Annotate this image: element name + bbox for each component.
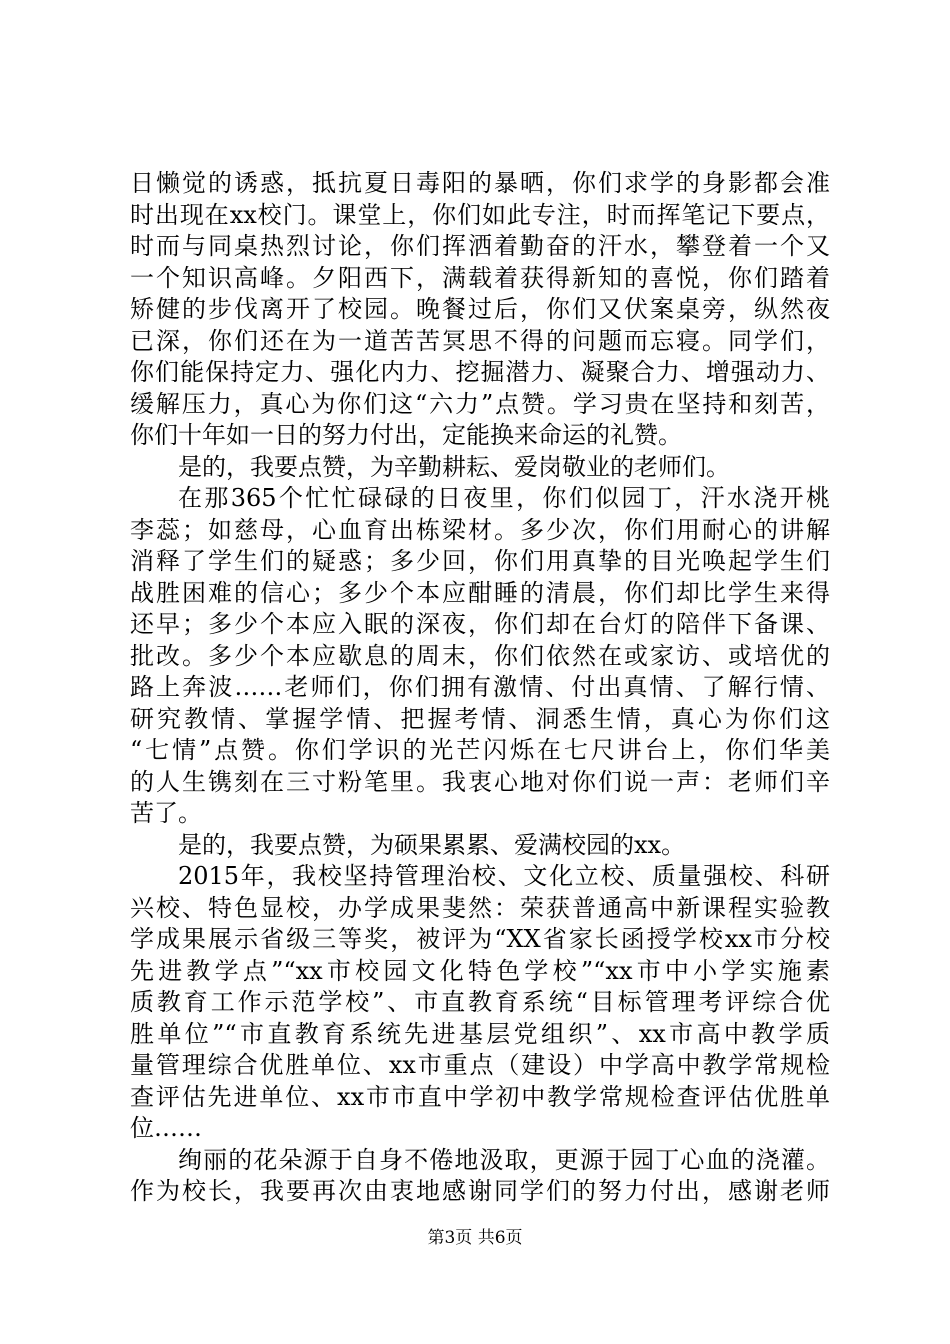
- text-line: 量管理综合优胜单位、xx市重点（建设）中学高中教学常规检: [130, 1051, 830, 1079]
- text-line: 路上奔波……老师们，你们拥有激情、付出真情、了解行情、: [130, 673, 830, 701]
- text-line: 批改。多少个本应歇息的周末，你们依然在或家访、或培优的: [130, 641, 830, 670]
- text-line: 查评估先进单位、xx市市直中学初中教学常规检查评估优胜单: [130, 1082, 830, 1111]
- text-line: 日懒觉的诱惑，抵抗夏日毒阳的暴晒，你们求学的身影都会准: [130, 169, 830, 197]
- text-line: 苦了。: [130, 799, 202, 827]
- text-line: 2015年，我校坚持管理治校、文化立校、质量强校、科研: [178, 862, 830, 890]
- text-line: 你们能保持定力、强化内力、挖掘潜力、凝聚合力、增强动力、: [130, 358, 830, 386]
- text-line: 一个知识高峰。夕阳西下，满载着获得新知的喜悦，你们踏着: [130, 263, 830, 292]
- text-line: 还早；多少个本应入眠的深夜，你们却在台灯的陪伴下备课、: [130, 610, 830, 638]
- page-footer: 第3页 共6页: [427, 1228, 523, 1248]
- text-line: 在那365个忙忙碌碌的日夜里，你们似园丁，汗水浇开桃: [178, 484, 830, 512]
- body-text: [130, 168, 830, 1208]
- text-line: 时出现在xx校门。课堂上，你们如此专注，时而挥笔记下要点，: [130, 200, 830, 229]
- text-line: 兴校、特色显校，办学成果斐然：荣获普通高中新课程实验教: [130, 893, 830, 922]
- text-line: 是的，我要点赞，为辛勤耕耘、爱岗敬业的老师们。: [178, 452, 730, 481]
- text-line: 位……: [130, 1114, 202, 1142]
- text-line: 的人生镌刻在三寸粉笔里。我衷心地对你们说一声：老师们辛: [130, 767, 830, 796]
- text-line: 绚丽的花朵源于自身不倦地汲取，更源于园丁心血的浇灌。: [178, 1145, 830, 1174]
- text-line: 作为校长，我要再次由衷地感谢同学们的努力付出，感谢老师: [130, 1177, 830, 1205]
- text-line: 消释了学生们的疑惑；多少回，你们用真挚的目光唤起学生们: [130, 547, 830, 575]
- text-line: 先进教学点”“xx市校园文化特色学校”“xx市中小学实施素: [130, 956, 830, 985]
- text-line: 李蕊；如慈母，心血育出栋梁材。多少次，你们用耐心的讲解: [130, 515, 830, 544]
- text-line: 胜单位”“市直教育系统先进基层党组织”、xx市高中教学质: [130, 1019, 830, 1048]
- text-line: 已深，你们还在为一道苦苦冥思不得的问题而忘寝。同学们，: [130, 326, 830, 355]
- text-line: 缓解压力，真心为你们这“六力”点赞。学习贵在坚持和刻苦，: [130, 389, 830, 418]
- text-line: 学成果展示省级三等奖，被评为“XX省家长函授学校xx市分校: [130, 925, 830, 953]
- text-line: “七情”点赞。你们学识的光芒闪烁在七尺讲台上，你们华美: [130, 736, 830, 764]
- text-line: 矫健的步伐离开了校园。晚餐过后，你们又伏案桌旁，纵然夜: [130, 295, 830, 323]
- text-line: 你们十年如一日的努力付出，定能换来命运的礼赞。: [130, 421, 682, 449]
- text-line: 质教育工作示范学校”、市直教育系统“目标管理考评综合优: [130, 988, 830, 1016]
- text-line: 研究教情、掌握学情、把握考情、洞悉生情，真心为你们这: [130, 704, 830, 733]
- text-line: 时而与同桌热烈讨论，你们挥洒着勤奋的汗水，攀登着一个又: [130, 232, 830, 260]
- text-line: 战胜困难的信心；多少个本应酣睡的清晨，你们却比学生来得: [130, 578, 830, 607]
- text-line: 是的，我要点赞，为硕果累累、爱满校园的xx。: [178, 830, 686, 859]
